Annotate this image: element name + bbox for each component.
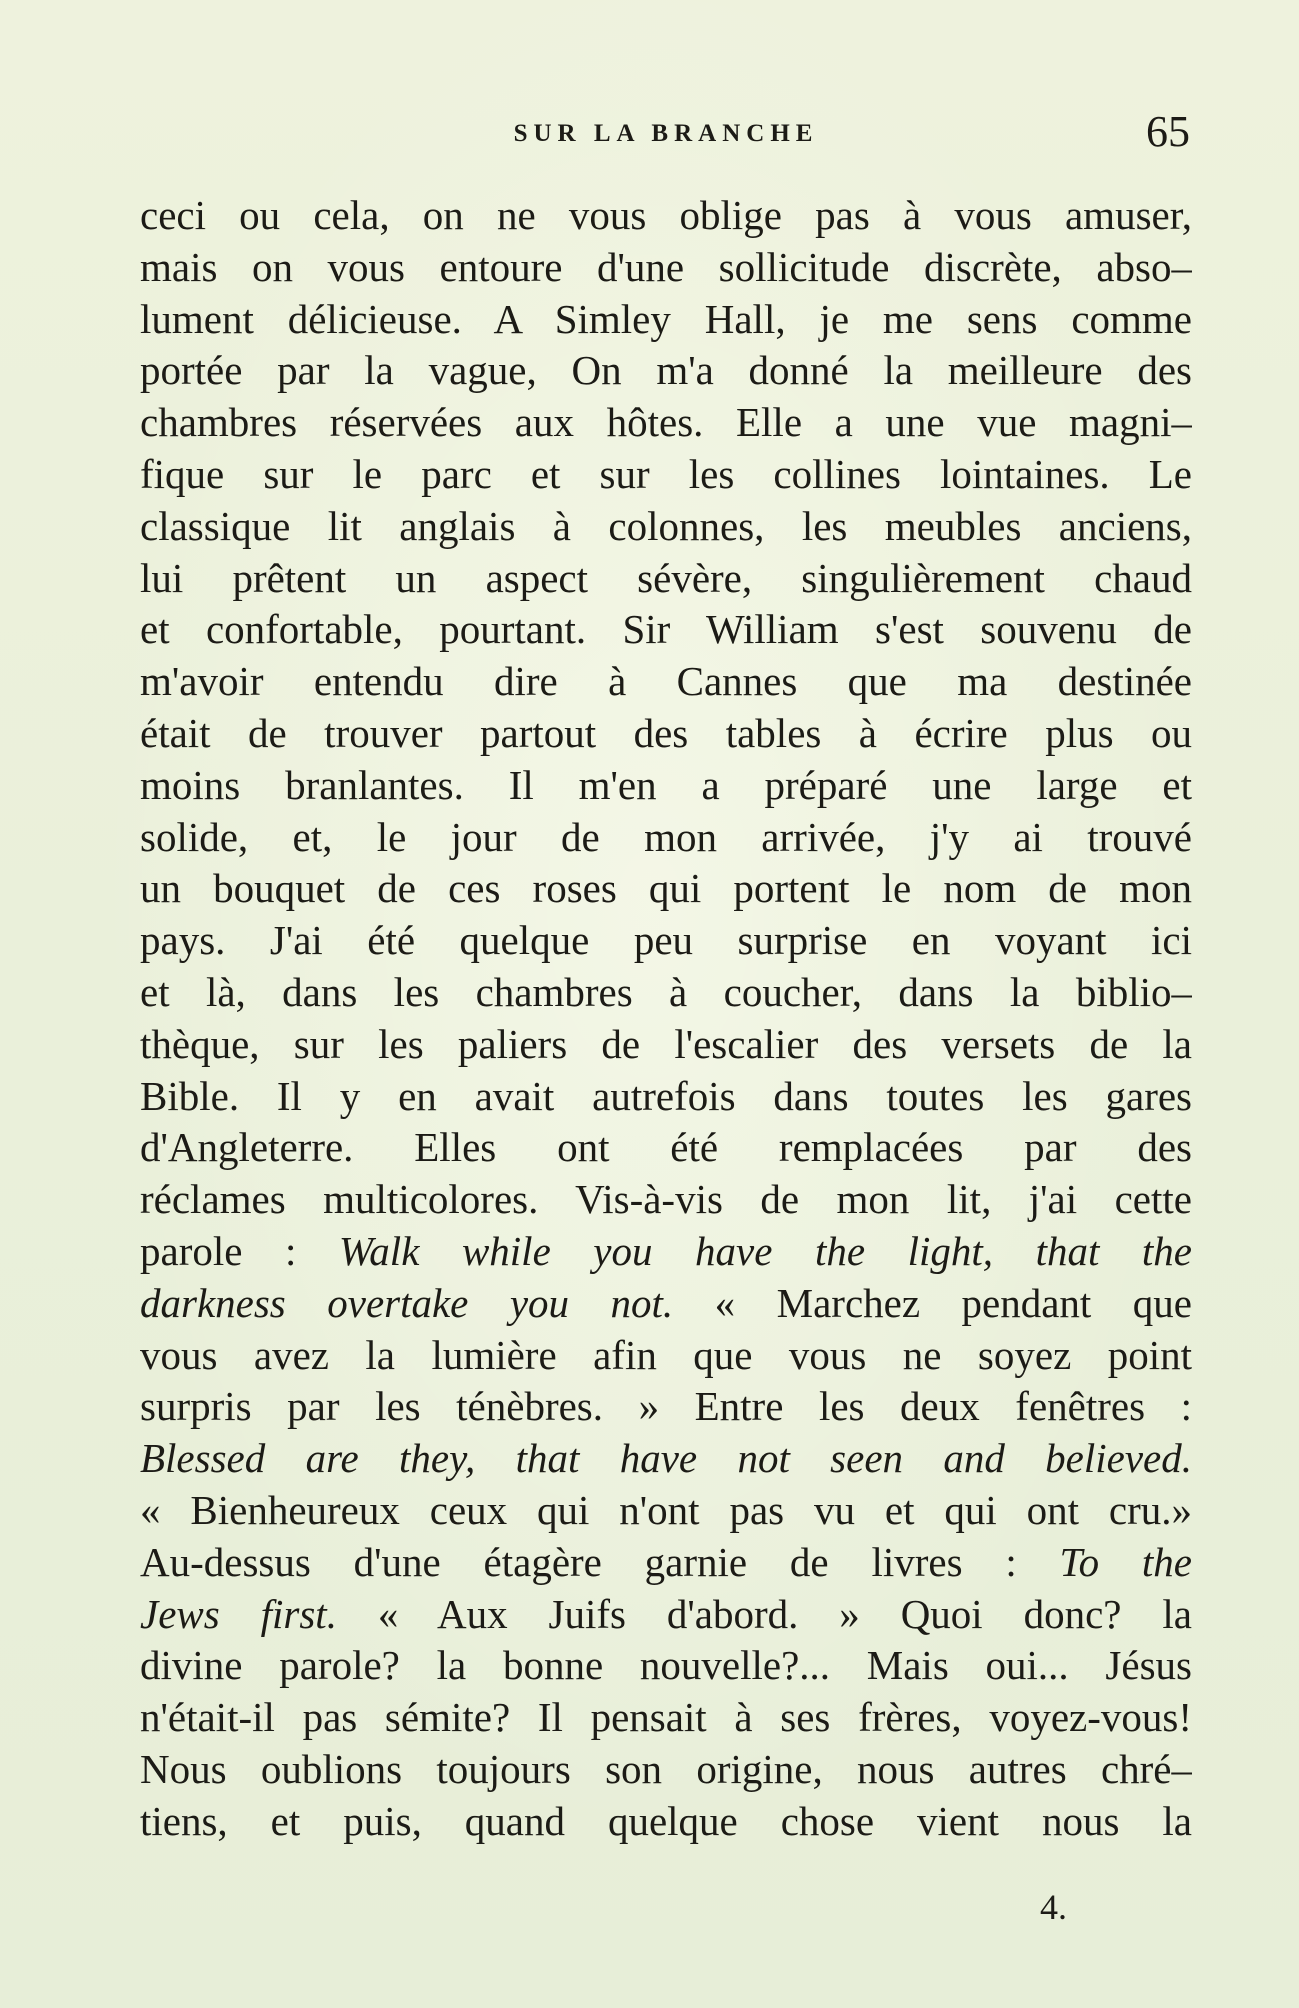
text-line: moins branlantes. Il m'en a préparé une large et bbox=[140, 761, 1192, 808]
text-line: était de trouver partout des tables à écrire plus ou bbox=[140, 709, 1192, 756]
body-text bbox=[140, 190, 1192, 1848]
text-line: thèque, sur les paliers de l'escalier des versets de la bbox=[140, 1020, 1192, 1067]
text-line: classique lit anglais à colonnes, les meubles anciens, bbox=[140, 502, 1192, 549]
running-head bbox=[140, 106, 1192, 156]
text-line: pays. J'ai été quelque peu surprise en voyant ici bbox=[140, 917, 1192, 964]
text-line: « Bienheureux ceux qui n'ont pas vu et qui ont cru.» bbox=[140, 1486, 1192, 1533]
text-line: darkness overtake you not. « Marchez pendant que bbox=[140, 1279, 1192, 1326]
text-line: un bouquet de ces roses qui portent le nom de mon bbox=[140, 865, 1192, 912]
text-line: tiens, et puis, quand quelque chose vient nous la bbox=[140, 1797, 1192, 1844]
text-line: et confortable, pourtant. Sir William s'est souvenu de bbox=[140, 606, 1192, 653]
text-line: réclames multicolores. Vis-à-vis de mon lit, j'ai cette bbox=[140, 1176, 1192, 1223]
italic-quote: Jews first. bbox=[140, 1590, 337, 1637]
italic-quote: Walk while you have the light, that the bbox=[338, 1227, 1192, 1274]
text-line: divine parole? la bonne nouvelle?... Mais oui... Jésus bbox=[140, 1642, 1192, 1689]
text-line: surpris par les ténèbres. » Entre les deux fenêtres : bbox=[140, 1383, 1192, 1430]
text-line: m'avoir entendu dire à Cannes que ma destinée bbox=[140, 658, 1192, 705]
text-line bbox=[140, 1433, 1192, 1485]
text-line: d'Angleterre. Elles ont été remplacées par des bbox=[140, 1124, 1192, 1171]
page-number: 65 bbox=[1146, 107, 1190, 156]
text-line: ceci ou cela, on ne vous oblige pas à vous amuser, bbox=[140, 192, 1192, 238]
signature-mark: 4. bbox=[1040, 1887, 1067, 1927]
text-line: n'était-il pas sémite? Il pensait à ses frères, voyez-vous! bbox=[140, 1694, 1192, 1741]
text-line: lument délicieuse. A Simley Hall, je me sens comme bbox=[140, 295, 1192, 342]
text-line: parole : Walk while you have the light, that the bbox=[140, 1227, 1192, 1274]
text-line: portée par la vague, On m'a donné la meilleure des bbox=[140, 347, 1192, 394]
text-line: Au-dessus d'une étagère garnie de livres : To the bbox=[140, 1538, 1192, 1585]
text-line: mais on vous entoure d'une sollicitude discrète, abso– bbox=[140, 243, 1192, 290]
text-line: vous avez la lumière afin que vous ne soyez point bbox=[140, 1331, 1192, 1378]
italic-quote: To the bbox=[1059, 1538, 1192, 1585]
text-line: Bible. Il y en avait autrefois dans toutes les gares bbox=[140, 1072, 1192, 1119]
text-line: et là, dans les chambres à coucher, dans la biblio– bbox=[140, 968, 1192, 1015]
text-line: solide, et, le jour de mon arrivée, j'y ai trouvé bbox=[140, 813, 1192, 860]
text-line: fique sur le parc et sur les collines lointaines. Le bbox=[140, 450, 1192, 497]
text-line: Nous oublions toujours son origine, nous autres chré– bbox=[140, 1745, 1192, 1792]
italic-quote: Blessed are they, that have not seen and believed. bbox=[140, 1435, 1192, 1482]
text-line: Jews first. « Aux Juifs d'abord. » Quoi donc? la bbox=[140, 1590, 1192, 1637]
italic-quote: darkness overtake you not. bbox=[140, 1279, 674, 1326]
running-title: SUR LA BRANCHE bbox=[513, 120, 819, 147]
text-line: chambres réservées aux hôtes. Elle a une vue magni– bbox=[140, 399, 1192, 446]
text-line: lui prêtent un aspect sévère, singulièrement chaud bbox=[140, 554, 1192, 601]
